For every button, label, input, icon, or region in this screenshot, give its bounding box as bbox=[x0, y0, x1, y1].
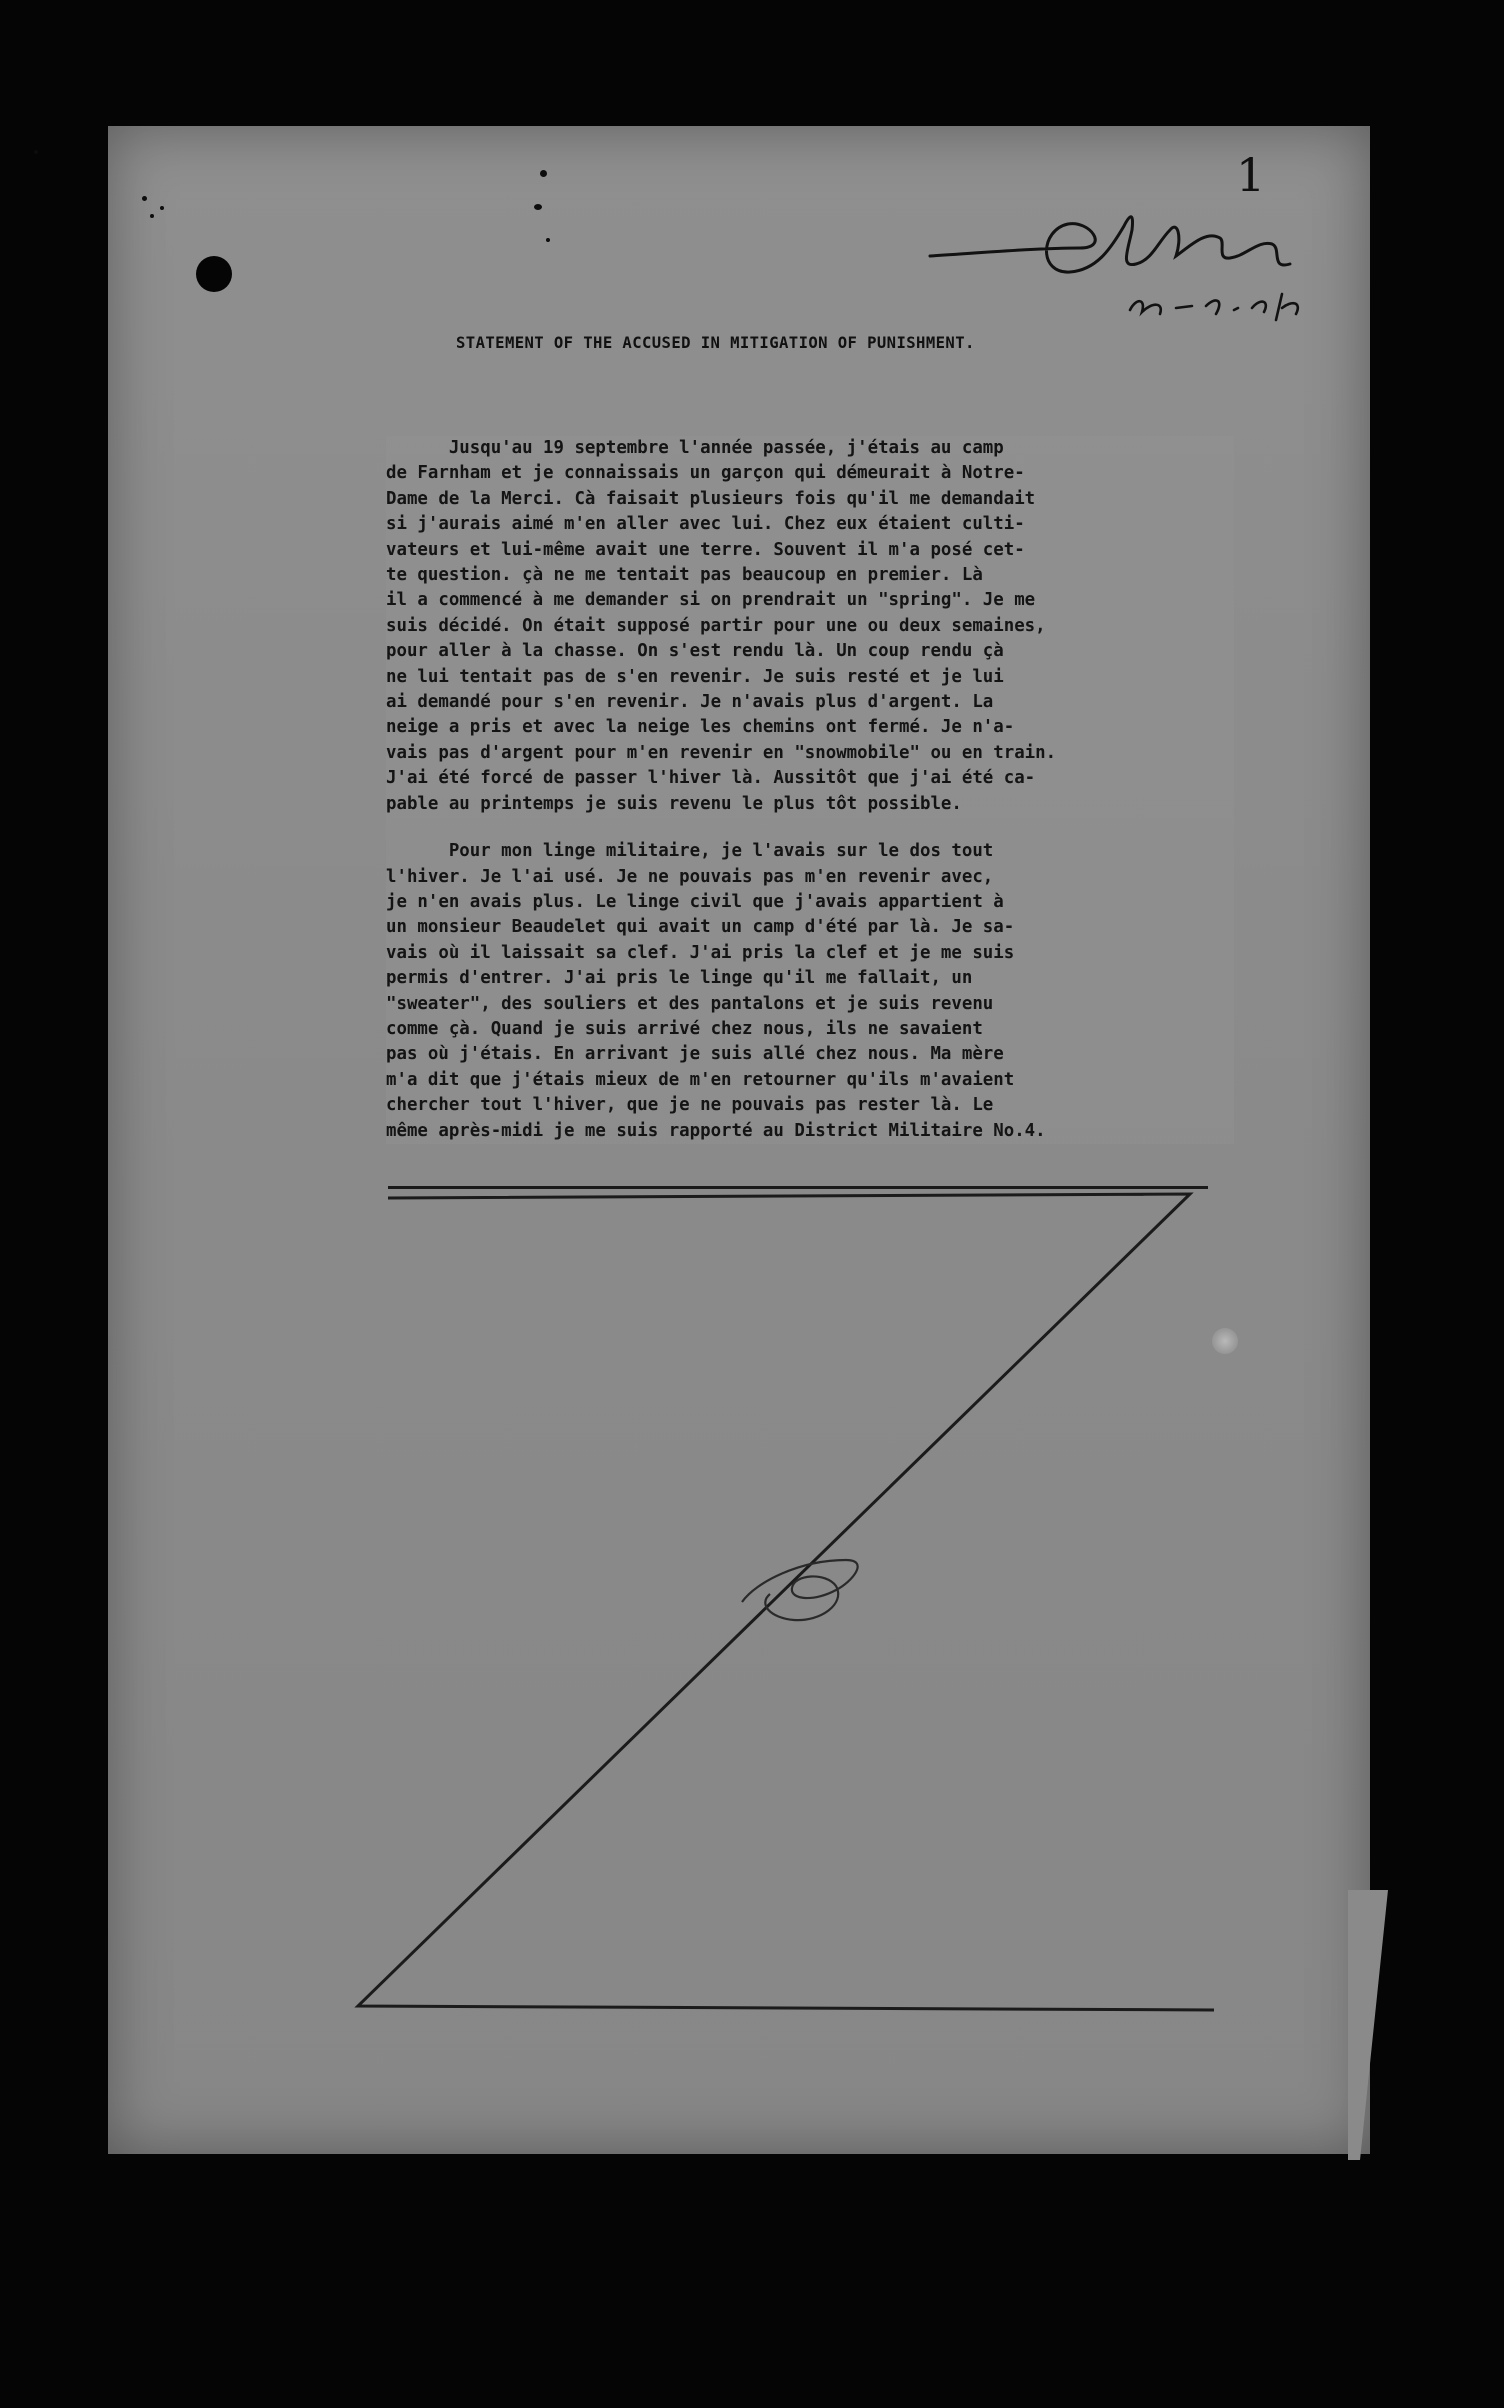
speck bbox=[34, 150, 38, 154]
speck bbox=[540, 170, 547, 177]
speck bbox=[546, 238, 550, 242]
speck bbox=[142, 196, 147, 201]
page-number: 1 bbox=[1236, 148, 1268, 202]
end-of-text-rule bbox=[388, 1186, 1208, 1189]
paragraph-2: Pour mon linge militaire, je l'avais sur le dos tout l'hiver. Je l'ai usé. Je ne pouvais pas m'en revenir avec, je n'en avais plus. Le linge civil que j'avais appartient à un monsieur Beaudelet qui avait un camp d'été par là. Je sa- vais où il laissait sa clef. J'ai pris la clef et je me suis permis d'entrer. J'ai pris le linge qu'il me fallait, un "sweater", des souliers et des pantalons et je suis revenu comme çà. Quand je suis arrivé chez nous, ils ne savaient pas où j'étais. En arrivant je suis allé chez nous. Ma mère m'a dit que j'étais mieux de m'en retourner qu'ils m'avaient chercher tout l'hiver, que je ne pouvais pas rester là. Le même après-midi je me suis rapporté au District Militaire No.4. bbox=[386, 841, 1046, 1141]
punch-hole bbox=[196, 256, 232, 292]
statement-heading: STATEMENT OF THE ACCUSED IN MITIGATION OF PUNISHMENT. bbox=[456, 334, 975, 352]
punch-hole-faint bbox=[1212, 1328, 1238, 1354]
statement-body bbox=[386, 436, 1234, 1144]
speck bbox=[534, 204, 542, 210]
signature bbox=[920, 190, 1350, 350]
speck bbox=[150, 214, 154, 218]
speck bbox=[160, 206, 164, 210]
paragraph-1: Jusqu'au 19 septembre l'année passée, j'étais au camp de Farnham et je connaissais un garçon qui démeurait à Notre- Dame de la Merci. Cà faisait plusieurs fois qu'il me demandait si j'aurais aimé m'en aller avec lui. Chez eux étaient culti- vateurs et lui-même avait une terre. Souvent il m'a posé cet- te question. çà ne me tentait pas beaucoup en premier. Là il a commencé à me demander si on prendrait un "spring". Je me suis décidé. On était supposé partir pour une ou deux semaines, pour aller à la chasse. On s'est rendu là. Un coup rendu çà ne lui tentait pas de s'en revenir. Je suis resté et je lui ai demandé pour s'en revenir. Je n'avais plus d'argent. La neige a pris et avec la neige les chemins ont fermé. Je n'a- vais pas d'argent pour m'en revenir en "snowmobile" ou en train. J'ai été forcé de passer l'hiver là. Aussitôt que j'ai été ca- pable au printemps je suis revenu le plus tôt possible. bbox=[386, 438, 1057, 814]
